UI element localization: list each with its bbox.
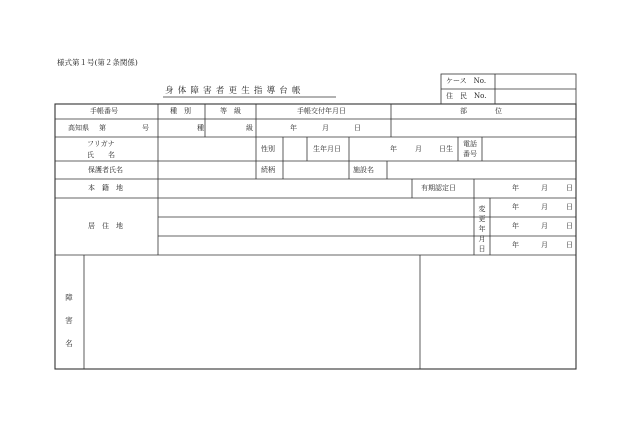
case-number-field[interactable] — [495, 74, 576, 89]
birth-day-label: 日生 — [439, 145, 453, 153]
change-month-1: 月 — [541, 203, 548, 211]
birth-year-label: 年 — [390, 145, 397, 153]
grade-kyu-label: 級 — [246, 124, 253, 132]
furigana-label: フリガナ — [87, 140, 115, 148]
periodic-certification-label: 有期認定日 — [421, 184, 456, 192]
change-day-3: 日 — [566, 241, 573, 249]
facility-name-label: 施設名 — [353, 166, 374, 174]
change-day-1: 日 — [566, 203, 573, 211]
type-header: 種 別 — [170, 107, 191, 115]
relation-field[interactable] — [283, 161, 349, 179]
case-number-label: ケース No. — [446, 77, 487, 85]
resident-number-label: 住 民 No. — [446, 92, 487, 100]
grade-header: 等 級 — [220, 107, 241, 115]
name-label: 氏 名 — [87, 151, 115, 159]
form-title: 身体障害者更生指導台帳 — [165, 86, 305, 96]
domicile-label: 本 籍 地 — [88, 184, 123, 192]
change-year-1: 年 — [512, 203, 519, 211]
relation-label: 続柄 — [261, 166, 275, 174]
disability-name-label: 障害名 — [65, 293, 73, 348]
sex-field[interactable] — [283, 137, 307, 161]
residence-label: 居 住 地 — [88, 222, 123, 230]
guardian-name-label: 保護者氏名 — [88, 166, 123, 174]
phone-field[interactable] — [482, 137, 576, 161]
birth-date-label: 生年月日 — [313, 145, 341, 153]
periodic-month-label: 月 — [541, 184, 548, 192]
periodic-day-label: 日 — [566, 184, 573, 192]
sex-label: 性別 — [261, 145, 275, 153]
residence-field-3[interactable] — [158, 236, 474, 255]
resident-number-field[interactable] — [495, 89, 576, 104]
periodic-year-label: 年 — [512, 184, 519, 192]
change-day-2: 日 — [566, 222, 573, 230]
issue-day-label: 日 — [354, 124, 361, 132]
notebook-dai-label: 第 — [99, 124, 106, 132]
change-month-2: 月 — [541, 222, 548, 230]
birth-month-label: 月 — [415, 145, 422, 153]
phone-label-2: 番号 — [463, 150, 477, 158]
name-field[interactable] — [158, 137, 256, 161]
form-number-label: 様式第１号(第２条関係) — [57, 58, 138, 67]
change-year-2: 年 — [512, 222, 519, 230]
disability-name-field[interactable] — [84, 255, 420, 369]
change-date-label: 変更年月日 — [478, 205, 486, 253]
phone-label-1: 電話 — [463, 140, 477, 148]
prefecture-label: 高知県 — [68, 124, 89, 132]
issue-date-header: 手帳交付年月日 — [297, 107, 346, 115]
notebook-number-header: 手帳番号 — [90, 107, 118, 115]
disability-detail-field[interactable] — [420, 255, 576, 369]
domicile-field[interactable] — [158, 179, 412, 198]
issue-year-label: 年 — [290, 124, 297, 132]
residence-field-2[interactable] — [158, 217, 474, 236]
type-shu-label: 種 — [197, 124, 204, 132]
facility-name-field[interactable] — [387, 161, 576, 179]
notebook-gou-label: 号 — [142, 124, 149, 132]
part-header: 部 位 — [460, 107, 502, 115]
change-year-3: 年 — [512, 241, 519, 249]
change-month-3: 月 — [541, 241, 548, 249]
issue-month-label: 月 — [322, 124, 329, 132]
residence-field-1[interactable] — [158, 198, 474, 217]
guardian-name-field[interactable] — [158, 161, 256, 179]
